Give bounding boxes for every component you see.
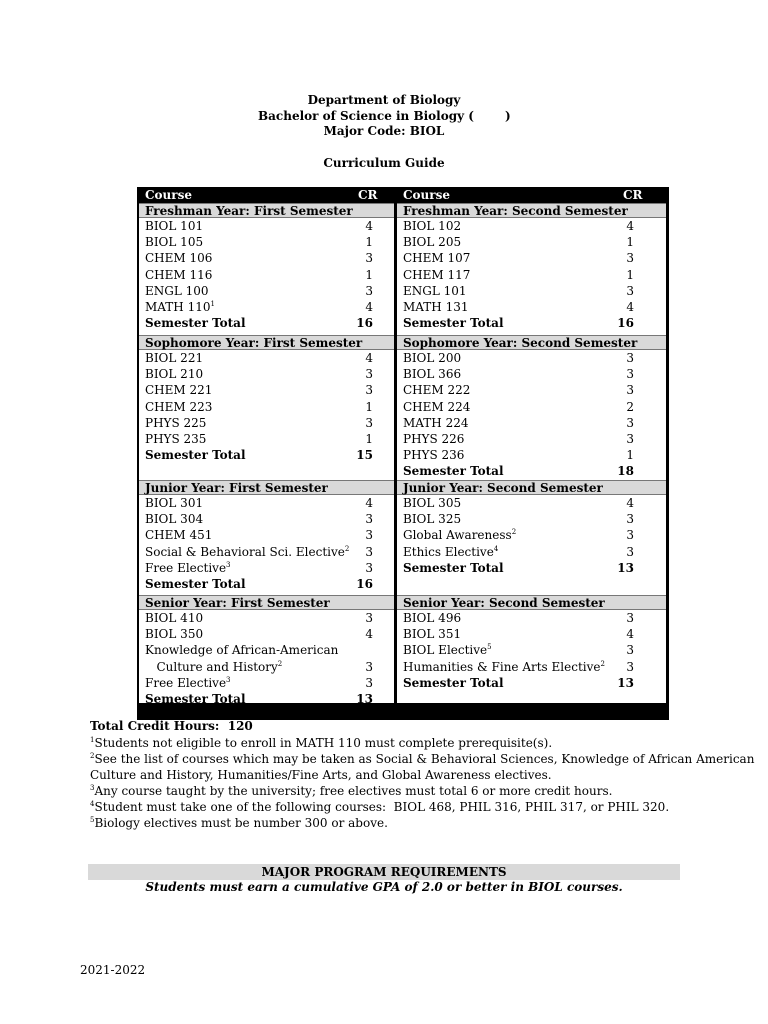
- credit-value: 1: [365, 267, 373, 282]
- course-label: Free Elective: [145, 560, 227, 575]
- course-name: [145, 527, 212, 543]
- semester-total-label: Semester Total: [403, 464, 504, 479]
- course-label: BIOL 305: [403, 496, 462, 510]
- semester-title: Senior Year: Second Semester: [397, 595, 666, 610]
- course-row: [397, 447, 666, 463]
- footnote: [90, 752, 754, 766]
- academic-year: 2021-2022: [80, 963, 146, 977]
- course-name: [403, 218, 461, 234]
- course-label: BIOL 304: [145, 512, 204, 527]
- semester-title: Junior Year: First Semester: [139, 480, 394, 495]
- course-row: [139, 415, 394, 431]
- semester-title: Freshman Year: First Semester: [139, 203, 394, 218]
- course-label: PHYS 235: [145, 431, 207, 446]
- course-row: [139, 234, 394, 250]
- credit-value: 3: [365, 415, 373, 430]
- course-name: [403, 431, 464, 447]
- credit-value: 1: [365, 431, 373, 446]
- course-label: BIOL Elective: [403, 643, 488, 658]
- footnote-number: 3: [90, 784, 95, 792]
- credit-value: 4: [365, 351, 373, 365]
- course-label: Culture and History: [145, 659, 278, 674]
- course-label: BIOL 410: [145, 611, 204, 625]
- course-name: [403, 399, 470, 415]
- credit-value: 1: [626, 448, 634, 463]
- course-label: BIOL 350: [145, 627, 204, 642]
- semester-total-row: [397, 560, 666, 576]
- course-header: Course: [403, 188, 450, 202]
- course-name: [145, 659, 282, 675]
- semester-total-value: 15: [356, 448, 373, 463]
- footnote-marker: 2: [277, 659, 283, 668]
- course-name: [145, 675, 231, 691]
- course-name: [403, 495, 461, 511]
- footnote: [90, 816, 388, 830]
- course-label: CHEM 116: [145, 267, 213, 282]
- course-row: [397, 218, 666, 234]
- course-row: [139, 267, 394, 283]
- course-label: Ethics Elective: [403, 544, 494, 559]
- semester-total-row: [139, 691, 394, 707]
- course-name: [403, 626, 461, 642]
- course-name: [145, 495, 203, 511]
- course-label: MATH 224: [403, 415, 469, 430]
- course-row: [397, 659, 666, 675]
- credit-value: 3: [365, 659, 373, 674]
- course-name: [145, 350, 203, 366]
- semester-total-row: [139, 447, 394, 463]
- credit-value: 3: [626, 512, 634, 527]
- credit-value: 3: [365, 283, 373, 298]
- course-row: [397, 366, 666, 382]
- course-name: [403, 642, 492, 658]
- course-row: [397, 415, 666, 431]
- credit-value: 3: [626, 431, 634, 446]
- credit-value: 3: [626, 643, 634, 658]
- course-label: Knowledge of African-American: [145, 643, 339, 658]
- course-row: [397, 350, 666, 366]
- course-row: [139, 366, 394, 382]
- column-header: [139, 187, 394, 203]
- course-row: [397, 382, 666, 398]
- credit-value: 1: [626, 267, 634, 282]
- course-label: BIOL 101: [145, 219, 204, 233]
- course-row: [139, 659, 394, 675]
- course-row: [397, 626, 666, 642]
- credit-value: 3: [626, 611, 634, 625]
- course-label: BIOL 102: [403, 219, 462, 233]
- course-name: [145, 299, 215, 315]
- course-label: CHEM 223: [145, 399, 213, 414]
- degree-title-prefix: Bachelor of Science in Biology (: [258, 109, 474, 123]
- footnote: [90, 736, 552, 750]
- credit-value: 3: [626, 544, 634, 559]
- course-label: Free Elective: [145, 675, 227, 690]
- department-title: Department of Biology: [307, 93, 461, 107]
- course-label: ENGL 101: [403, 283, 467, 298]
- semester-total-label: Semester Total: [145, 691, 246, 706]
- course-label: BIOL 221: [145, 351, 204, 365]
- footnote-text: Students not eligible to enroll in MATH 110 must complete prerequisite(s).: [94, 736, 553, 750]
- course-label: PHYS 226: [403, 431, 465, 446]
- semester-section: [397, 595, 666, 691]
- course-row: [139, 350, 394, 366]
- course-label: CHEM 117: [403, 267, 471, 282]
- semester-total-row: [397, 463, 666, 479]
- course-label: BIOL 210: [145, 367, 204, 382]
- course-row: [397, 544, 666, 560]
- course-row: [139, 626, 394, 642]
- total-credit-hours: Total Credit Hours: 120: [90, 719, 253, 733]
- course-name: [403, 366, 461, 382]
- credit-value: 3: [365, 528, 373, 543]
- guide-title: Curriculum Guide: [323, 156, 445, 170]
- course-row: [139, 250, 394, 266]
- credit-value: 2: [626, 399, 634, 414]
- course-label: CHEM 222: [403, 383, 471, 398]
- course-row: [397, 511, 666, 527]
- course-row: [139, 511, 394, 527]
- footnote-marker: 2: [600, 659, 605, 668]
- semester-total-label: Semester Total: [403, 675, 504, 690]
- course-name: [145, 560, 231, 576]
- course-label: BIOL 496: [403, 611, 462, 625]
- credit-value: 3: [626, 283, 634, 298]
- course-label: Humanities & Fine Arts Elective: [403, 659, 601, 674]
- course-name: [403, 659, 605, 675]
- footnote-number: 4: [90, 800, 95, 808]
- credit-value: 3: [626, 528, 634, 543]
- course-row: [139, 610, 394, 626]
- semester-section: [397, 203, 666, 331]
- course-row: [397, 527, 666, 543]
- footnote-text: Culture and History, Humanities/Fine Arts, and Global Awareness electives.: [90, 768, 552, 782]
- course-row: [139, 560, 394, 576]
- course-row: [397, 610, 666, 626]
- second-semester-column: [397, 187, 666, 703]
- footnote-text: Student must take one of the following courses: BIOL 468, PHIL 316, PHIL 317, or PHIL 320.: [94, 800, 670, 814]
- course-row: [139, 544, 394, 560]
- credit-value: 1: [365, 399, 373, 414]
- course-row: [139, 431, 394, 447]
- credit-value: 1: [365, 235, 373, 250]
- course-row: [139, 399, 394, 415]
- footnote-marker: 3: [226, 560, 231, 569]
- course-row: [397, 642, 666, 658]
- course-label: BIOL 325: [403, 512, 462, 527]
- course-label: MATH 131: [403, 299, 469, 314]
- course-name: [403, 544, 498, 560]
- course-name: [403, 267, 470, 283]
- semester-title: Sophomore Year: First Semester: [139, 335, 394, 350]
- course-label: CHEM 224: [403, 399, 471, 414]
- course-name: [403, 511, 461, 527]
- credit-value: 3: [365, 560, 373, 575]
- requirements-title: MAJOR PROGRAM REQUIREMENTS: [88, 864, 680, 880]
- semester-total-label: Semester Total: [145, 576, 246, 591]
- course-row: [139, 382, 394, 398]
- credit-value: 4: [626, 627, 634, 642]
- footnote: [90, 768, 552, 782]
- course-name: [145, 366, 203, 382]
- course-header: Course: [145, 188, 192, 202]
- credit-value: 3: [626, 383, 634, 398]
- footnote-text: Any course taught by the university; free electives must total 6 or more credit hours.: [94, 784, 613, 798]
- footnote-marker: 5: [487, 643, 492, 652]
- course-label: CHEM 221: [145, 383, 213, 398]
- course-name: [145, 267, 212, 283]
- course-name: [403, 610, 461, 626]
- credit-value: 3: [365, 383, 373, 398]
- course-row: [397, 234, 666, 250]
- course-name: [403, 234, 461, 250]
- semester-total-label: Semester Total: [403, 560, 504, 575]
- credit-value: 4: [365, 496, 373, 510]
- first-semester-column: [139, 187, 394, 706]
- credit-value: 1: [626, 235, 634, 250]
- footnote-marker: 3: [226, 675, 231, 684]
- semester-total-value: 13: [617, 560, 634, 575]
- course-row: [397, 283, 666, 299]
- course-label: BIOL 301: [145, 496, 204, 510]
- credit-value: 3: [626, 251, 634, 266]
- credit-header: CR: [358, 188, 378, 202]
- course-row: [397, 399, 666, 415]
- credit-value: 4: [365, 299, 373, 314]
- credit-value: 3: [365, 367, 373, 382]
- course-label: BIOL 200: [403, 351, 462, 365]
- footnote-marker: 2: [344, 544, 350, 553]
- course-row: [397, 431, 666, 447]
- course-name: [145, 382, 212, 398]
- course-row: [139, 675, 394, 691]
- course-name: [145, 431, 206, 447]
- course-name: [403, 283, 467, 299]
- course-label: CHEM 107: [403, 251, 471, 266]
- credit-value: 3: [365, 544, 373, 559]
- course-label: CHEM 451: [145, 528, 213, 543]
- semester-total-value: 16: [356, 316, 373, 331]
- semester-total-value: 18: [617, 464, 634, 479]
- course-name: [145, 610, 203, 626]
- semester-total-value: 16: [356, 576, 373, 591]
- footnote: [90, 800, 669, 814]
- footnote-number: 1: [90, 736, 95, 744]
- semester-section: [397, 480, 666, 576]
- course-row: [139, 299, 394, 315]
- course-name: [145, 399, 212, 415]
- credit-value: 4: [365, 219, 373, 233]
- credit-value: 4: [365, 627, 373, 642]
- course-row: [139, 642, 394, 658]
- course-name: [145, 250, 212, 266]
- course-label: Global Awareness: [403, 528, 512, 543]
- semester-total-value: 16: [617, 316, 634, 331]
- credit-value: 4: [626, 219, 634, 233]
- semester-total-label: Semester Total: [145, 316, 246, 331]
- course-label: BIOL 366: [403, 367, 462, 382]
- course-label: MATH 110: [145, 299, 211, 314]
- semester-total-row: [139, 576, 394, 592]
- credit-value: 3: [365, 512, 373, 527]
- credit-value: 3: [365, 251, 373, 266]
- course-name: [403, 415, 468, 431]
- semester-total-label: Semester Total: [403, 316, 504, 331]
- course-label: BIOL 105: [145, 235, 204, 250]
- course-row: [139, 527, 394, 543]
- semester-title: Freshman Year: Second Semester: [397, 203, 666, 218]
- semester-title: Sophomore Year: Second Semester: [397, 335, 666, 350]
- course-name: [145, 283, 209, 299]
- credit-value: 4: [626, 299, 634, 314]
- course-name: [145, 626, 203, 642]
- credit-value: 3: [626, 367, 634, 382]
- semester-total-value: 13: [356, 691, 373, 706]
- footnote-marker: 2: [511, 528, 517, 537]
- course-row: [139, 218, 394, 234]
- course-label: BIOL 205: [403, 235, 462, 250]
- course-row: [397, 495, 666, 511]
- credit-value: 3: [626, 415, 634, 430]
- footnote: [90, 784, 612, 798]
- degree-title-suffix: ): [505, 109, 511, 123]
- semester-section: [139, 595, 394, 707]
- semester-total-row: [139, 315, 394, 331]
- semester-section: [139, 335, 394, 463]
- footnote-text: See the list of courses which may be taken as Social & Behavioral Sciences, Knowledge of African American: [94, 752, 755, 766]
- major-code: Major Code: BIOL: [323, 124, 445, 138]
- credit-value: 3: [365, 675, 373, 690]
- course-name: [403, 350, 461, 366]
- semester-total-value: 13: [617, 675, 634, 690]
- course-name: [403, 250, 470, 266]
- column-header: [397, 187, 666, 203]
- course-label: CHEM 106: [145, 251, 213, 266]
- footnote-marker: 4: [493, 544, 499, 553]
- course-label: PHYS 225: [145, 415, 207, 430]
- credit-value: 3: [626, 659, 634, 674]
- semester-total-row: [397, 675, 666, 691]
- credit-value: 4: [626, 496, 634, 510]
- course-row: [397, 267, 666, 283]
- course-name: [145, 642, 338, 658]
- semester-section: [139, 203, 394, 331]
- course-name: [145, 415, 206, 431]
- course-name: [403, 447, 464, 463]
- course-name: [403, 382, 470, 398]
- footnote-number: 5: [90, 816, 95, 824]
- course-label: Social & Behavioral Sci. Elective: [145, 544, 345, 559]
- course-label: ENGL 100: [145, 283, 209, 298]
- footnote-number: 2: [90, 752, 95, 760]
- semester-section: [397, 335, 666, 480]
- credit-header: CR: [623, 188, 643, 202]
- footnote-text: Biology electives must be number 300 or above.: [94, 816, 388, 830]
- course-name: [403, 299, 468, 315]
- course-row: [139, 495, 394, 511]
- course-label: BIOL 351: [403, 627, 462, 642]
- course-row: [397, 299, 666, 315]
- course-name: [145, 544, 349, 560]
- semester-total-row: [397, 315, 666, 331]
- course-name: [403, 527, 516, 543]
- semester-total-label: Semester Total: [145, 448, 246, 463]
- course-row: [397, 250, 666, 266]
- course-name: [145, 218, 203, 234]
- requirements-note: Students must earn a cumulative GPA of 2.0 or better in BIOL courses.: [145, 880, 623, 894]
- curriculum-table: [137, 187, 669, 720]
- course-name: [145, 511, 203, 527]
- course-label: PHYS 236: [403, 448, 465, 463]
- semester-title: Senior Year: First Semester: [139, 595, 394, 610]
- course-row: [139, 283, 394, 299]
- credit-value: 3: [365, 611, 373, 625]
- semester-section: [139, 480, 394, 592]
- course-name: [145, 234, 203, 250]
- footnote-marker: 1: [210, 299, 215, 308]
- credit-value: 3: [626, 351, 634, 365]
- semester-title: Junior Year: Second Semester: [397, 480, 666, 495]
